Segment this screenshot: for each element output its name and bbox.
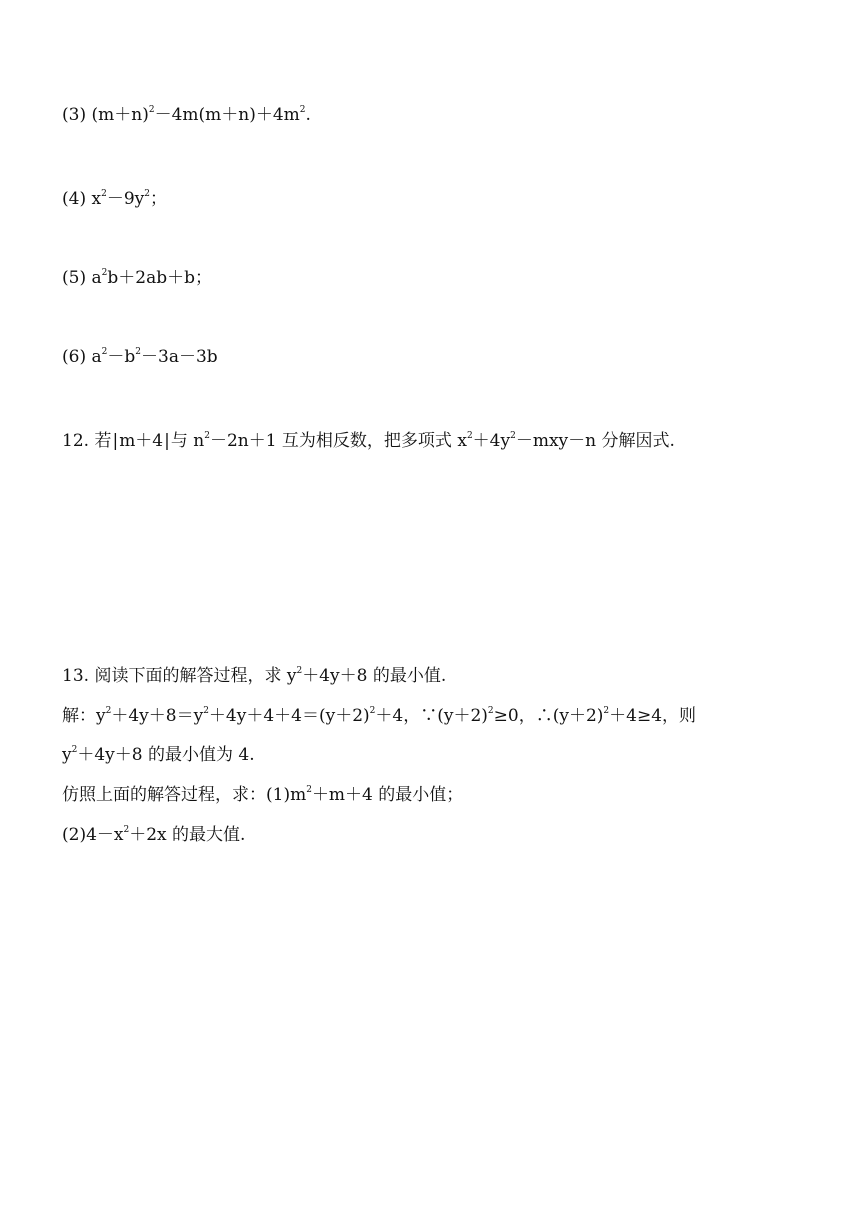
question-text: ＋4y＋8 的最小值. xyxy=(302,666,447,686)
question-13-solution-line-1 xyxy=(62,705,696,727)
exponent: 2 xyxy=(296,666,303,676)
question-text: 12. 若 xyxy=(62,431,112,451)
exponent: 2 xyxy=(603,706,610,716)
math-text: (m＋n) xyxy=(91,105,149,125)
question-12 xyxy=(62,430,675,452)
question-text: ＋4y xyxy=(472,431,511,451)
item-6 xyxy=(62,346,218,368)
exponent: 2 xyxy=(299,105,306,115)
item-3 xyxy=(62,104,311,126)
question-13-task-2 xyxy=(62,824,245,846)
item-number: (4) xyxy=(62,189,87,209)
exponent: 2 xyxy=(105,706,112,716)
exponent: 2 xyxy=(510,431,516,441)
question-text: 仿照上面的解答过程，求：(1)m xyxy=(62,785,307,805)
exponent: 2 xyxy=(101,347,108,357)
solution-text: ＋4y＋4＋4＝(y＋2) xyxy=(208,706,370,726)
exponent: 2 xyxy=(71,745,78,755)
math-text: －3a－3b xyxy=(141,347,218,367)
question-13-prompt xyxy=(62,665,446,687)
item-4 xyxy=(62,188,167,210)
exponent: 2 xyxy=(203,706,209,716)
exponent: 2 xyxy=(148,105,155,115)
solution-text: 解：y xyxy=(62,706,106,726)
math-text: ； xyxy=(149,189,167,209)
math-text: －b xyxy=(107,347,136,367)
question-13-task-1 xyxy=(62,784,463,806)
exponent: 2 xyxy=(144,189,150,199)
item-number: (6) xyxy=(62,347,87,367)
item-number: (3) xyxy=(62,105,87,125)
math-text: －4m(m＋n)＋4m xyxy=(154,105,300,125)
exponent: 2 xyxy=(101,189,107,199)
math-text: m＋4 xyxy=(119,431,164,451)
question-text: －mxy－n 分解因式. xyxy=(515,431,675,451)
item-number: (5) xyxy=(62,268,87,288)
solution-text: ＋4y＋8 的最小值为 4. xyxy=(77,745,255,765)
solution-text: ＋4y＋8＝y xyxy=(111,706,204,726)
math-text: a xyxy=(91,268,102,288)
solution-text: ＋4，∵(y＋2) xyxy=(375,706,488,726)
abs-bar-right: | xyxy=(164,431,170,451)
exponent: 2 xyxy=(135,347,141,357)
question-text: －2n＋1 互为相反数，把多项式 x xyxy=(209,431,467,451)
exponent: 2 xyxy=(101,268,108,278)
math-text: a xyxy=(91,347,102,367)
solution-text: ＋4≥4，则 xyxy=(609,706,697,726)
math-text: －9y xyxy=(106,189,145,209)
math-text: b＋2ab＋b； xyxy=(107,268,212,288)
exponent: 2 xyxy=(487,706,494,716)
question-13-solution-line-2 xyxy=(62,744,255,766)
math-text: . xyxy=(305,105,311,125)
abs-bar-left: | xyxy=(112,431,119,451)
question-text: 与 n xyxy=(170,431,205,451)
exponent: 2 xyxy=(369,706,376,716)
question-text: ＋2x 的最大值. xyxy=(129,825,246,845)
solution-text: y xyxy=(62,745,72,765)
item-5 xyxy=(62,267,212,289)
exponent: 2 xyxy=(306,785,312,795)
exponent: 2 xyxy=(466,431,473,441)
math-text: x xyxy=(91,189,102,209)
exponent: 2 xyxy=(204,431,210,441)
solution-text: ≥0，∴(y＋2) xyxy=(493,706,604,726)
question-text: (2)4－x xyxy=(62,825,124,845)
question-text: 13. 阅读下面的解答过程，求 y xyxy=(62,666,297,686)
exponent: 2 xyxy=(123,825,130,835)
question-text: ＋m＋4 的最小值； xyxy=(311,785,464,805)
